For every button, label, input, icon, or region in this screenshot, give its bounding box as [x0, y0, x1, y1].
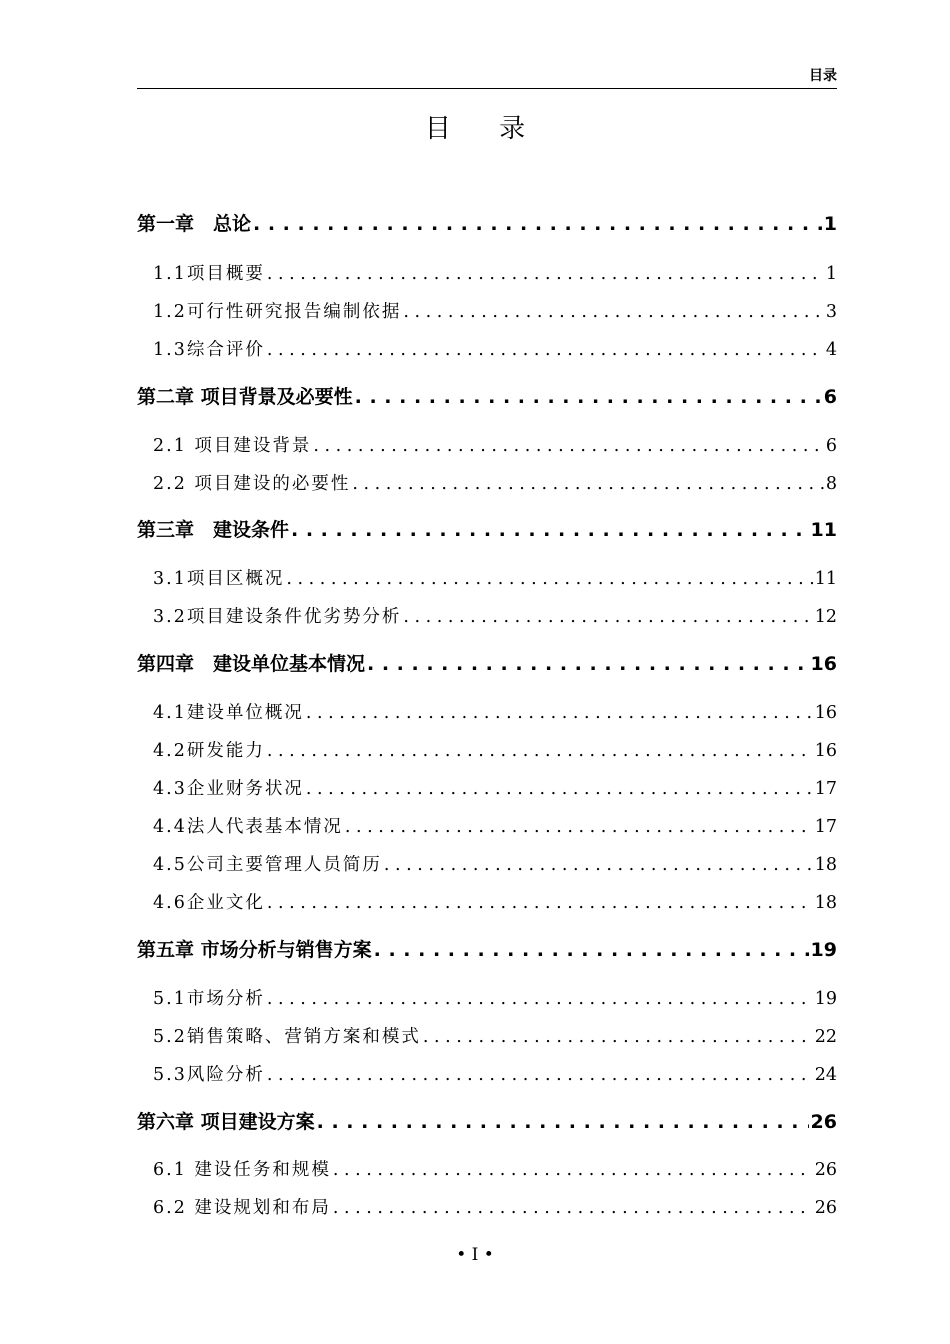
toc-page-number: 26 — [814, 1160, 837, 1180]
toc-dot-leader — [352, 473, 823, 495]
toc-section-4-2[interactable] — [137, 736, 837, 762]
toc-section-1-1[interactable] — [137, 259, 837, 285]
toc-dot-leader — [291, 518, 809, 542]
toc-page-number: 11 — [814, 569, 837, 589]
toc-page-number: 12 — [814, 607, 837, 627]
toc-entry-label: 第二章 项目背景及必要性 — [137, 386, 353, 408]
toc-page-number: 8 — [825, 474, 837, 494]
toc-dot-leader — [267, 892, 813, 914]
toc-chapter-5[interactable] — [137, 936, 837, 962]
toc-page-number: 18 — [814, 855, 837, 875]
toc-entry-label: 5.3风险分析 — [153, 1065, 265, 1085]
toc-dot-leader — [306, 778, 813, 800]
toc-chapter-2[interactable] — [137, 383, 837, 409]
toc-dot-leader — [267, 988, 813, 1010]
toc-dot-leader — [403, 301, 824, 323]
toc-entry-label: 4.6企业文化 — [153, 893, 265, 913]
toc-page-number: 26 — [814, 1198, 837, 1218]
toc-section-4-1[interactable] — [137, 698, 837, 724]
toc-entry-label: 1.2可行性研究报告编制依据 — [153, 302, 402, 322]
toc-dot-leader — [267, 1064, 813, 1086]
toc-dot-leader — [267, 263, 824, 285]
toc-dot-leader — [333, 1197, 813, 1219]
toc-section-4-6[interactable] — [137, 888, 837, 914]
toc-page-number: 6 — [823, 386, 837, 408]
toc-page-number: 1 — [823, 213, 837, 235]
toc-dot-leader — [374, 938, 809, 962]
toc-section-3-1[interactable] — [137, 564, 837, 590]
toc-section-5-2[interactable] — [137, 1022, 837, 1048]
toc-page-number: 24 — [814, 1065, 837, 1085]
toc-title: 目 录 — [424, 114, 546, 144]
toc-section-3-2[interactable] — [137, 602, 837, 628]
toc-entry-label: 第一章 总论 — [137, 213, 252, 235]
toc-chapter-3[interactable] — [137, 516, 837, 542]
toc-chapter-4[interactable] — [137, 650, 837, 676]
toc-chapter-6[interactable] — [137, 1108, 837, 1134]
toc-section-6-2[interactable] — [137, 1193, 837, 1219]
toc-page-number: 4 — [825, 340, 837, 360]
toc-chapter-1[interactable] — [137, 210, 837, 236]
toc-page-number: 26 — [810, 1111, 837, 1133]
toc-dot-leader — [384, 854, 813, 876]
toc-dot-leader — [286, 568, 812, 590]
toc-page-number: 19 — [810, 939, 837, 961]
toc-dot-leader — [355, 385, 822, 409]
toc-page-number: 19 — [814, 989, 837, 1009]
toc-section-1-3[interactable] — [137, 335, 837, 361]
toc-section-4-4[interactable] — [137, 812, 837, 838]
toc-section-1-2[interactable] — [137, 297, 837, 323]
toc-page-number: 17 — [814, 779, 837, 799]
toc-page-number: 16 — [810, 653, 837, 675]
toc-entry-label: 5.1市场分析 — [153, 989, 265, 1009]
toc-page-number: 22 — [814, 1027, 837, 1047]
toc-page-number: 16 — [814, 741, 837, 761]
toc-dot-leader — [317, 1110, 809, 1134]
toc-entry-label: 2.2 项目建设的必要性 — [153, 474, 351, 494]
toc-section-4-3[interactable] — [137, 774, 837, 800]
toc-entry-label: 2.1 项目建设背景 — [153, 436, 312, 456]
toc-page-number: 11 — [810, 519, 837, 541]
toc-entry-label: 4.5公司主要管理人员简历 — [153, 855, 382, 875]
toc-page-number: 17 — [814, 817, 837, 837]
toc-section-5-3[interactable] — [137, 1060, 837, 1086]
toc-entry-label: 第五章 市场分析与销售方案 — [137, 939, 372, 961]
toc-page-number: 1 — [825, 264, 837, 284]
toc-entry-label: 1.3综合评价 — [153, 340, 265, 360]
toc-page-number: 3 — [825, 302, 837, 322]
toc-dot-leader — [306, 702, 813, 724]
toc-dot-leader — [367, 652, 809, 676]
toc-entry-label: 第六章 项目建设方案 — [137, 1111, 315, 1133]
toc-section-2-1[interactable] — [137, 431, 837, 457]
toc-dot-leader — [253, 212, 822, 236]
toc-entry-label: 6.2 建设规划和布局 — [153, 1198, 331, 1218]
toc-section-6-1[interactable] — [137, 1155, 837, 1181]
toc-section-4-5[interactable] — [137, 850, 837, 876]
toc-entry-label: 6.1 建设任务和规模 — [153, 1160, 331, 1180]
toc-entry-label: 3.1项目区概况 — [153, 569, 285, 589]
toc-page-number: 18 — [814, 893, 837, 913]
toc-dot-leader — [423, 1026, 813, 1048]
toc-dot-leader — [267, 339, 824, 361]
toc-entry-label: 3.2项目建设条件优劣势分析 — [153, 607, 402, 627]
running-header — [137, 66, 837, 89]
toc-page-number: 6 — [825, 436, 837, 456]
page-number: • I • — [456, 1245, 494, 1265]
toc-dot-leader — [333, 1159, 813, 1181]
toc-dot-leader — [345, 816, 813, 838]
toc-entry-label: 第三章 建设条件 — [137, 519, 290, 541]
toc-entry-label: 4.4法人代表基本情况 — [153, 817, 343, 837]
running-header-title: 目录 — [809, 68, 837, 84]
toc-section-2-2[interactable] — [137, 469, 837, 495]
toc-dot-leader — [403, 606, 812, 628]
toc-entry-label: 1.1项目概要 — [153, 264, 265, 284]
toc-entry-label: 5.2销售策略、营销方案和模式 — [153, 1027, 421, 1047]
toc-entry-label: 第四章 建设单位基本情况 — [137, 653, 366, 675]
toc-page-number: 16 — [814, 703, 837, 723]
toc-dot-leader — [267, 740, 813, 762]
toc-dot-leader — [313, 435, 823, 457]
toc-section-5-1[interactable] — [137, 984, 837, 1010]
toc-entry-label: 4.3企业财务状况 — [153, 779, 304, 799]
toc-entry-label: 4.2研发能力 — [153, 741, 265, 761]
toc-entry-label: 4.1建设单位概况 — [153, 703, 304, 723]
